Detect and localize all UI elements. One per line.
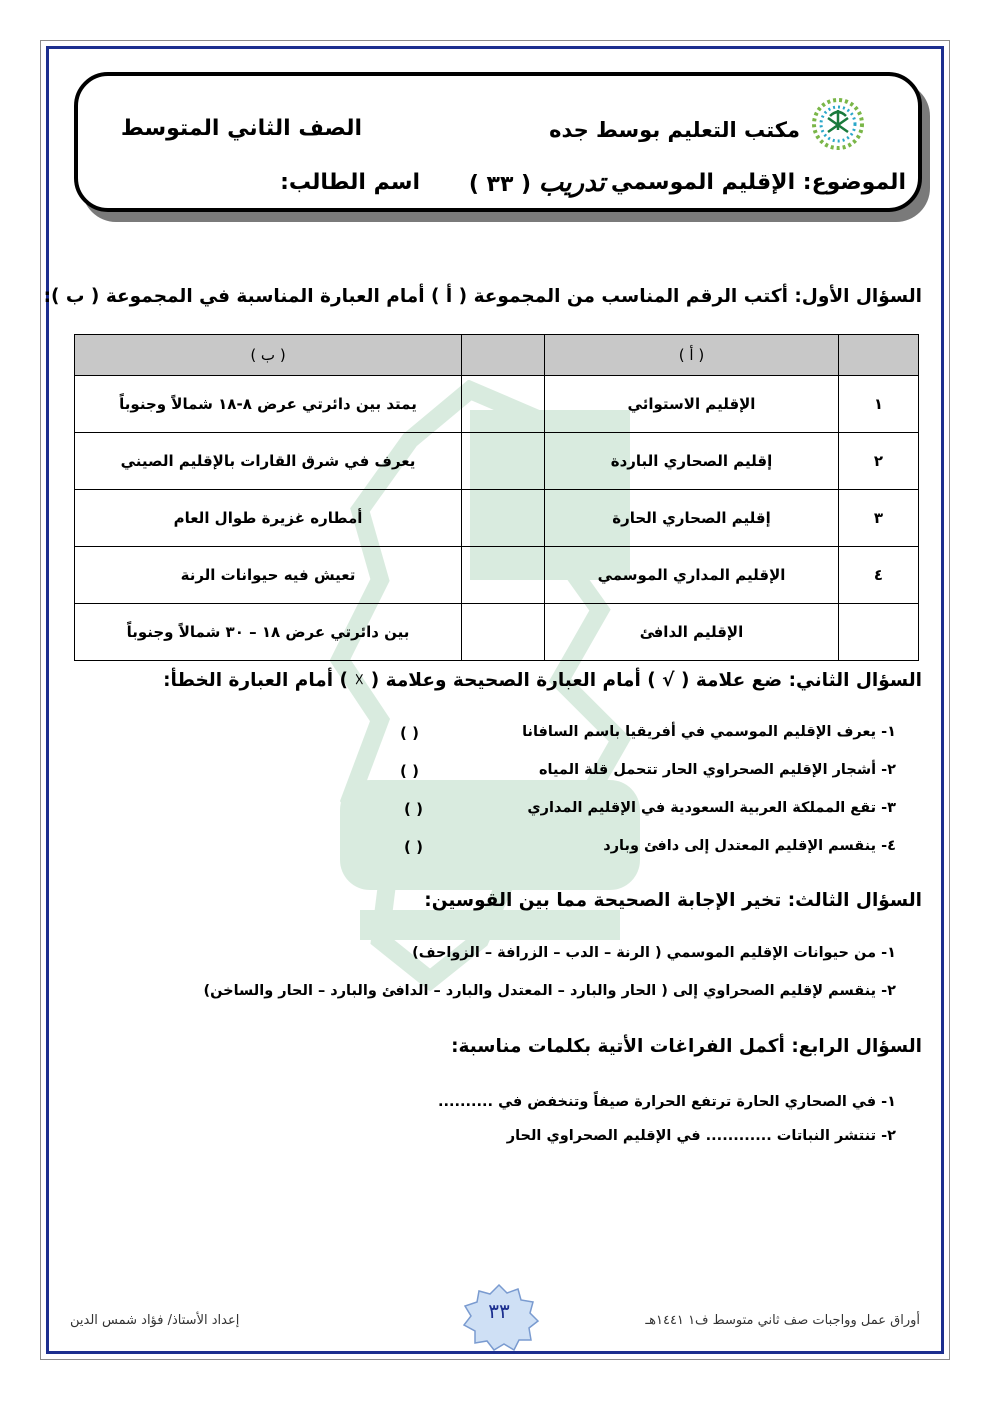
question-2-title: السؤال الثاني: ضع علامة ( √ ) أمام العبارة الصحيحة وعلامة ( ☓ ) أمام العبارة الخطأ: <box>163 670 922 691</box>
table-row <box>75 547 919 604</box>
tf-item-3: ٣- تقع المملكة العربية السعودية في الإقليم المداري <box>527 800 896 816</box>
page-number: ٣٣ <box>488 1299 510 1323</box>
header-num-cell <box>839 335 919 376</box>
table-header-row <box>75 335 919 376</box>
row-number <box>839 604 919 661</box>
header-col-a: ( أ ) <box>545 335 839 376</box>
answer-cell[interactable] <box>462 490 545 547</box>
table-row <box>75 376 919 433</box>
grade-label: الصف الثاني المتوسط <box>120 116 362 141</box>
answer-cell[interactable] <box>462 433 545 490</box>
training-word: تدريب <box>538 168 605 198</box>
fill-item-1: ١- في الصحاري الحارة ترتفع الحرارة صيفاً وتنخفض في .......... <box>437 1094 896 1110</box>
tf-answer-box-1[interactable]: ( ) <box>400 724 419 742</box>
tf-item-2: ٢- أشجار الإقليم الصحراوي الحار تتحمل قلة المياه <box>538 762 896 778</box>
tf-answer-box-3[interactable]: ( ) <box>404 800 423 818</box>
subject-label: الموضوع: الإقليم الموسمي <box>610 170 906 195</box>
answer-cell[interactable] <box>462 376 545 433</box>
question-3-title: السؤال الثالث: تخير الإجابة الصحيحة مما بين القوسين: <box>424 890 922 911</box>
table-row <box>75 433 919 490</box>
tf-item-1: ١- يعرف الإقليم الموسمي في أفريقيا باسم السافانا <box>522 724 896 740</box>
table-row <box>75 490 919 547</box>
ministry-logo-icon <box>806 96 866 152</box>
tf-item-4: ٤- ينقسم الإقليم المعتدل إلى دافئ وبارد <box>603 838 896 854</box>
header-col-b: ( ب ) <box>75 335 462 376</box>
question-1-title: السؤال الأول: أكتب الرقم المناسب من المجموعة ( أ ) أمام العبارة المناسبة في المجموعة ( ب ): <box>43 286 922 307</box>
matching-table <box>74 334 919 661</box>
row-number: ٣ <box>839 490 919 547</box>
tf-answer-box-2[interactable]: ( ) <box>400 762 419 780</box>
footer-worksheet-info: أوراق عمل وواجبات صف ثاني متوسط ف١ ١٤٤١هـ <box>645 1313 920 1328</box>
row-group-a: الإقليم المداري الموسمي <box>545 547 839 604</box>
mc-item-2: ٢- ينقسم لإقليم الصحراوي إلى ( الحار والبارد – المعتدل والبارد – الدافئ والبارد – الحار والساخن) <box>203 983 896 999</box>
footer-prepared-by: إعداد الأستاذ/ فؤاد شمس الدين <box>70 1313 240 1328</box>
answer-cell[interactable] <box>462 547 545 604</box>
row-group-a: الإقليم الاستوائي <box>545 376 839 433</box>
row-group-b: يمتد بين دائرتي عرض ٨-١٨ شمالاً وجنوباً <box>75 376 462 433</box>
row-number: ٢ <box>839 433 919 490</box>
education-office: مكتب التعليم بوسط جده <box>549 118 800 142</box>
table-row <box>75 604 919 661</box>
row-number: ٤ <box>839 547 919 604</box>
row-group-a: إقليم الصحاري الباردة <box>545 433 839 490</box>
mc-item-1: ١- من حيوانات الإقليم الموسمي ( الرنة – الدب – الزرافة – الزواحف) <box>412 945 896 961</box>
training-label <box>430 168 605 198</box>
answer-cell[interactable] <box>462 604 545 661</box>
row-group-b: يعرف في شرق القارات بالإقليم الصيني <box>75 433 462 490</box>
row-group-a: إقليم الصحاري الحارة <box>545 490 839 547</box>
row-group-b: بين دائرتي عرض ١٨ – ٣٠ شمالاً وجنوباً <box>75 604 462 661</box>
question-4-title: السؤال الرابع: أكمل الفراغات الأتية بكلمات مناسبة: <box>451 1036 922 1057</box>
row-number: ١ <box>839 376 919 433</box>
fill-item-2: ٢- تنتشر النباتات ............ في الإقليم الصحراوي الحار <box>506 1128 896 1144</box>
header-blank-cell <box>462 335 545 376</box>
training-number: ( ٣٣ ) <box>468 172 532 197</box>
row-group-a: الإقليم الدافئ <box>545 604 839 661</box>
row-group-b: تعيش فيه حيوانات الرنة <box>75 547 462 604</box>
student-name-label: اسم الطالب: <box>280 170 420 195</box>
row-group-b: أمطاره غزيرة طوال العام <box>75 490 462 547</box>
tf-answer-box-4[interactable]: ( ) <box>404 838 423 856</box>
